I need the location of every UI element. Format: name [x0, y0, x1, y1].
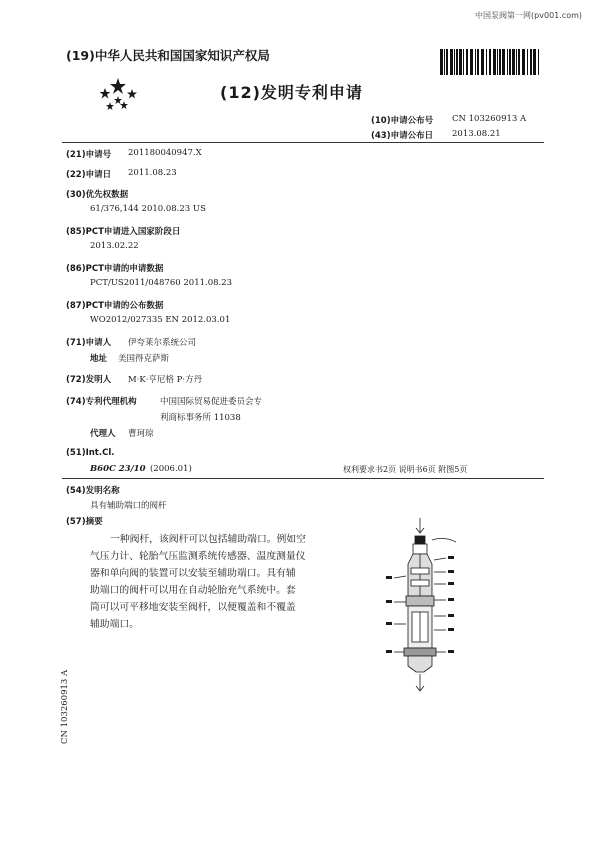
pct-publication-label: (87)PCT申请的公布数据: [66, 301, 164, 311]
address-label: 地址: [90, 354, 108, 364]
agency-line-2: 利商标事务所 11038: [160, 413, 241, 423]
agency-label: (74)专利代理机构: [66, 397, 137, 407]
filing-date-label: (22)申请日: [66, 170, 112, 180]
publication-date-label: (43)申请公布日: [371, 131, 434, 141]
valve-stem-figure: [372, 516, 468, 696]
abstract-line: 气压力计、轮胎气压监测系统传感器、温度测量仪: [90, 551, 306, 562]
inventors: M·K·亨尼格 P·方丹: [128, 375, 203, 385]
pct-entry-date: 2013.02.22: [90, 241, 139, 251]
page-counts: 权利要求书2页 说明书6页 附图5页: [343, 465, 468, 474]
abstract-line: 辅助端口。: [90, 619, 139, 630]
site-watermark: 中国泵阀第一网(pv001.com): [475, 11, 582, 20]
application-number-label: (21)申请号: [66, 150, 112, 160]
abstract-line: 助端口的阀杆可以用在自动轮胎充气系统中。套: [90, 585, 296, 596]
invention-title: 具有辅助端口的阀杆: [90, 501, 167, 511]
header-divider: [62, 142, 544, 143]
agency-line-1: 中国国际贸易促进委员会专: [160, 397, 263, 407]
office-emblem-icon: [96, 74, 140, 116]
address: 美国得克萨斯: [118, 354, 170, 364]
publication-number: CN 103260913 A: [452, 114, 527, 124]
pct-application-label: (86)PCT申请的申请数据: [66, 264, 164, 274]
applicant: 伊夸莱尔系统公司: [128, 338, 197, 348]
pct-application-data: PCT/US2011/048760 2011.08.23: [90, 278, 233, 288]
agent: 曹珂琼: [128, 429, 154, 439]
abstract-text: [90, 531, 306, 633]
filing-date: 2011.08.23: [128, 168, 177, 178]
publication-number-label: (10)申请公布号: [371, 116, 434, 126]
abstract-line: 器和单向阀的装置可以安装至辅助端口。具有辅: [90, 568, 296, 579]
application-number: 201180040947.X: [128, 148, 202, 158]
patent-office-name: (19)中华人民共和国国家知识产权局: [66, 48, 270, 63]
inventors-label: (72)发明人: [66, 375, 112, 385]
invention-title-label: (54)发明名称: [66, 486, 120, 496]
int-cl-date: (2006.01): [150, 464, 192, 474]
side-publication-number: CN 103260913 A: [60, 669, 70, 744]
barcode: [440, 49, 542, 75]
abstract-label: (57)摘要: [66, 517, 103, 527]
pct-publication-data: WO2012/027335 EN 2012.03.01: [90, 315, 231, 325]
priority-label: (30)优先权数据: [66, 190, 129, 200]
priority-data: 61/376,144 2010.08.23 US: [90, 204, 206, 214]
pct-entry-label: (85)PCT申请进入国家阶段日: [66, 227, 181, 237]
document-type-title: (12)发明专利申请: [220, 83, 363, 102]
int-cl-code: B60C 23/10: [90, 464, 146, 474]
agent-label: 代理人: [90, 429, 116, 439]
abstract-line: 一种阀杆，该阀杆可以包括辅助端口。例如空: [110, 534, 306, 545]
publication-date: 2013.08.21: [452, 129, 501, 139]
abstract-line: 筒可以可平移地安装至阀杆，以便覆盖和不覆盖: [90, 602, 296, 613]
int-cl-label: (51)Int.Cl.: [66, 448, 115, 458]
biblio-divider: [62, 478, 544, 479]
applicant-label: (71)申请人: [66, 338, 112, 348]
